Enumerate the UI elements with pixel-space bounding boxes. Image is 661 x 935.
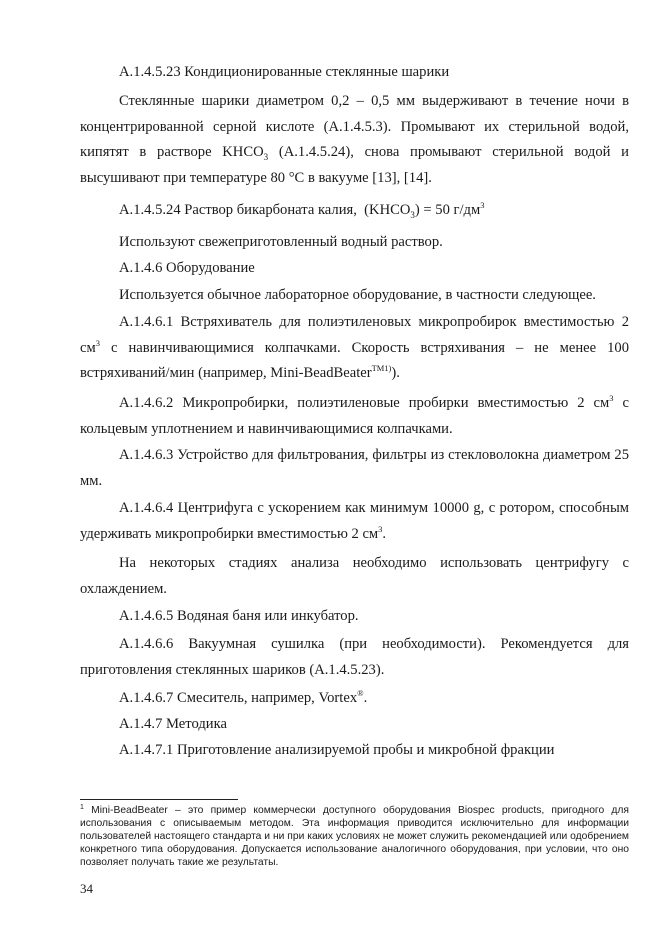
footnote-divider [80,799,238,800]
paragraph-centrifuge: А.1.4.6.4 Центрифуга с ускорением как минимум 10000 g, с ротором, способным удерживать микропробирки вместимостью 2 $см^3$. [80,500,629,542]
footnote [80,804,629,869]
page-number: 34 [80,881,93,896]
paragraph-filtration: А.1.4.6.3 Устройство для фильтрования, фильтры из стекловолокна диаметром 25 мм. [80,447,629,489]
paragraph-vacuum-dryer: А.1.4.6.6 Вакуумная сушилка (при необходимости). Рекомендуется для приготовления стеклянных шариков (А.1.4.5.23). [80,636,629,678]
section-heading-equipment: А.1.4.6 Оборудование [119,260,255,276]
footnote-text: Mini-BeadBeater – это пример коммерчески доступного оборудования Biospec products, пригодного для использования с описываемым методом. Эта информация приводится исключительно для информации пользователей настоящего стандарта и ни при каких условиях не может служить рекомендацией или одобрением конкретного типа оборудования. Допускается использование аналогичного оборудования, при условии, что оно позволяет получать такие же результаты. [80,805,629,868]
paragraph-glass-beads: Стеклянные шарики диаметром 0,2 – 0,5 мм выдерживают в течение ночи в концентрированной серной кислоте (А.1.4.5.3). Промывают их стерильной водой, кипятят в растворе $KHCO_3$ (А.1.4.5.24), снова промывают стерильной водой и высушивают при температуре 80 °С в вакууме [13], [14]. [80,93,629,186]
footnote-mark: 1 [80,804,84,811]
paragraph-mixer: А.1.4.6.7 Смеситель, например, Vortex®. [119,688,368,706]
section-heading-sample-preparation: А.1.4.7.1 Приготовление анализируемой пробы и микробной фракции [119,742,555,758]
paragraph-cooling-centrifuge: На некоторых стадиях анализа необходимо использовать центрифугу с охлаждением. [80,555,629,597]
section-heading-a1-4-5-24: А.1.4.5.24 Раствор бикарбоната калия, $(KHCO_3) = 50$ $г/дм^3$ [119,200,485,220]
paragraph-water-bath: А.1.4.6.5 Водяная баня или инкубатор. [119,608,359,624]
paragraph-microtubes: А.1.4.6.2 Микропробирки, полиэтиленовые пробирки вместимостью 2 $см^3$ с кольцевым уплотнением и навинчивающимися колпачками. [80,393,629,437]
section-heading-method: А.1.4.7 Методика [119,716,227,732]
paragraph-shaker: А.1.4.6.1 Встряхиватель для полиэтиленовых микропробирок вместимостью 2 $см^3$ с навинчивающимися колпачками. Скорость встряхивания – не менее 100 встряхиваний/мин (например, Mini-BeadBeater$^{ТМ1)}$). [80,314,629,381]
paragraph-fresh-solution: Используют свежеприготовленный водный раствор. [119,234,443,250]
paragraph-lab-equipment: Используется обычное лабораторное оборудование, в частности следующее. [119,287,596,303]
section-heading-a1-4-5-23: А.1.4.5.23 Кондиционированные стеклянные шарики [119,64,450,80]
